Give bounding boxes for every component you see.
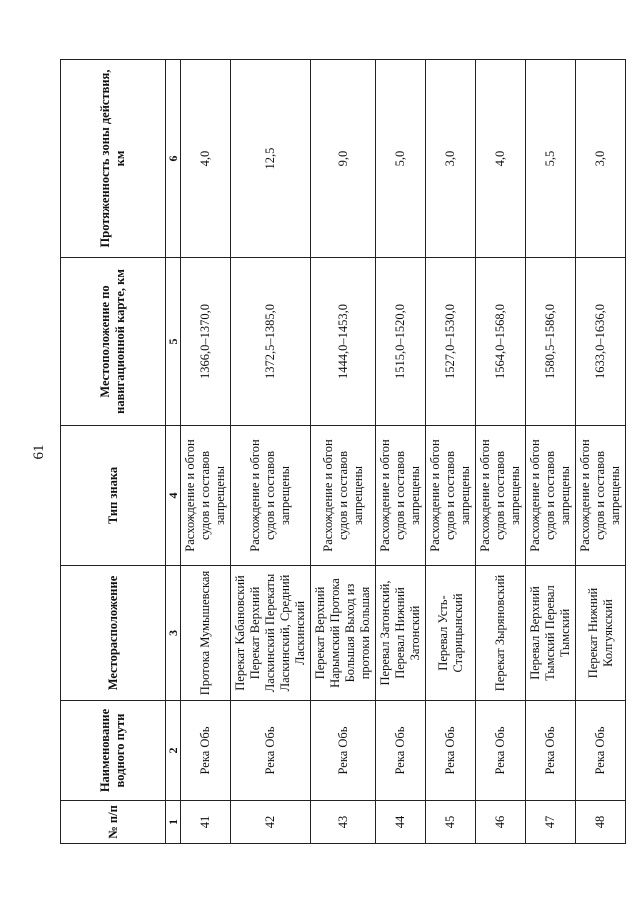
length-cell: 3,0 <box>576 60 626 258</box>
row-number: 48 <box>576 801 626 844</box>
length-cell: 4,0 <box>181 60 231 258</box>
table-row <box>181 60 231 844</box>
km-cell: 1633,0–1636,0 <box>576 258 626 426</box>
km-cell: 1366,0–1370,0 <box>181 258 231 426</box>
sign-type-cell: Расхождение и обгон судов и составов запрещены <box>426 426 476 566</box>
sign-type-cell: Расхождение и обгон судов и составов запрещены <box>376 426 426 566</box>
sign-type-cell: Расхождение и обгон судов и составов запрещены <box>311 426 376 566</box>
km-cell: 1564,0–1568,0 <box>476 258 526 426</box>
table-header-row <box>61 60 166 844</box>
row-number: 47 <box>526 801 576 844</box>
location-cell: Протока Мумышевская <box>181 566 231 701</box>
table-row <box>376 60 426 844</box>
length-cell: 5,5 <box>526 60 576 258</box>
column-number: 3 <box>166 566 181 701</box>
header-length: Протяженность зоны действия, км <box>61 60 166 258</box>
waterway-cell: Река Обь <box>311 701 376 801</box>
row-number: 45 <box>426 801 476 844</box>
location-cell: Перевал Затонский, Перевал Нижний Затонский <box>376 566 426 701</box>
header-waterway: Наименование водного пути <box>61 701 166 801</box>
sign-type-cell: Расхождение и обгон судов и составов запрещены <box>476 426 526 566</box>
table-row <box>476 60 526 844</box>
header-location: Месторасположение <box>61 566 166 701</box>
column-number: 6 <box>166 60 181 258</box>
waterway-cell: Река Обь <box>376 701 426 801</box>
waterway-cell: Река Обь <box>476 701 526 801</box>
row-number: 42 <box>231 801 311 844</box>
location-cell: Перекат Зыряновский <box>476 566 526 701</box>
length-cell: 9,0 <box>311 60 376 258</box>
km-cell: 1527,0–1530,0 <box>426 258 476 426</box>
row-number: 43 <box>311 801 376 844</box>
length-cell: 4,0 <box>476 60 526 258</box>
sign-type-cell: Расхождение и обгон судов и составов запрещены <box>181 426 231 566</box>
sign-type-cell: Расхождение и обгон судов и составов запрещены <box>231 426 311 566</box>
waterway-cell: Река Обь <box>426 701 476 801</box>
column-number: 4 <box>166 426 181 566</box>
table-row <box>526 60 576 844</box>
waterway-cell: Река Обь <box>231 701 311 801</box>
waterway-cell: Река Обь <box>181 701 231 801</box>
km-cell: 1515,0–1520,0 <box>376 258 426 426</box>
location-cell: Перекат Кабановский Перекат Верхний Ласкинский Перекаты Ласкинский, Средний Ласкинский <box>231 566 311 701</box>
column-number: 2 <box>166 701 181 801</box>
row-number: 41 <box>181 801 231 844</box>
table-row <box>311 60 376 844</box>
length-cell: 3,0 <box>426 60 476 258</box>
length-cell: 5,0 <box>376 60 426 258</box>
km-cell: 1372,5–1385,0 <box>231 258 311 426</box>
header-sign-type: Тип знака <box>61 426 166 566</box>
column-number: 1 <box>166 801 181 844</box>
location-cell: Перекат Нижний Колгуякский <box>576 566 626 701</box>
length-cell: 12,5 <box>231 60 311 258</box>
km-cell: 1580,5–1586,0 <box>526 258 576 426</box>
location-cell: Перевал Верхний Тымский Перевал Тымский <box>526 566 576 701</box>
rotated-table-container <box>60 60 625 844</box>
column-number: 5 <box>166 258 181 426</box>
row-number: 46 <box>476 801 526 844</box>
sign-type-cell: Расхождение и обгон судов и составов запрещены <box>526 426 576 566</box>
table-row <box>576 60 626 844</box>
waterway-cell: Река Обь <box>576 701 626 801</box>
location-cell: Перекат Верхний Нарымский Протока Большая Выход из протоки Большая <box>311 566 376 701</box>
regulation-table <box>60 59 626 844</box>
page-number: 61 <box>31 444 47 460</box>
column-number-row <box>166 60 181 844</box>
sign-type-cell: Расхождение и обгон судов и составов запрещены <box>576 426 626 566</box>
location-cell: Перевал Усть-Старицынский <box>426 566 476 701</box>
header-number: № п/п <box>61 801 166 844</box>
waterway-cell: Река Обь <box>526 701 576 801</box>
table-row <box>426 60 476 844</box>
table-row <box>231 60 311 844</box>
km-cell: 1444,0–1453,0 <box>311 258 376 426</box>
header-km: Местоположение по навигационной карте, км <box>61 258 166 426</box>
row-number: 44 <box>376 801 426 844</box>
